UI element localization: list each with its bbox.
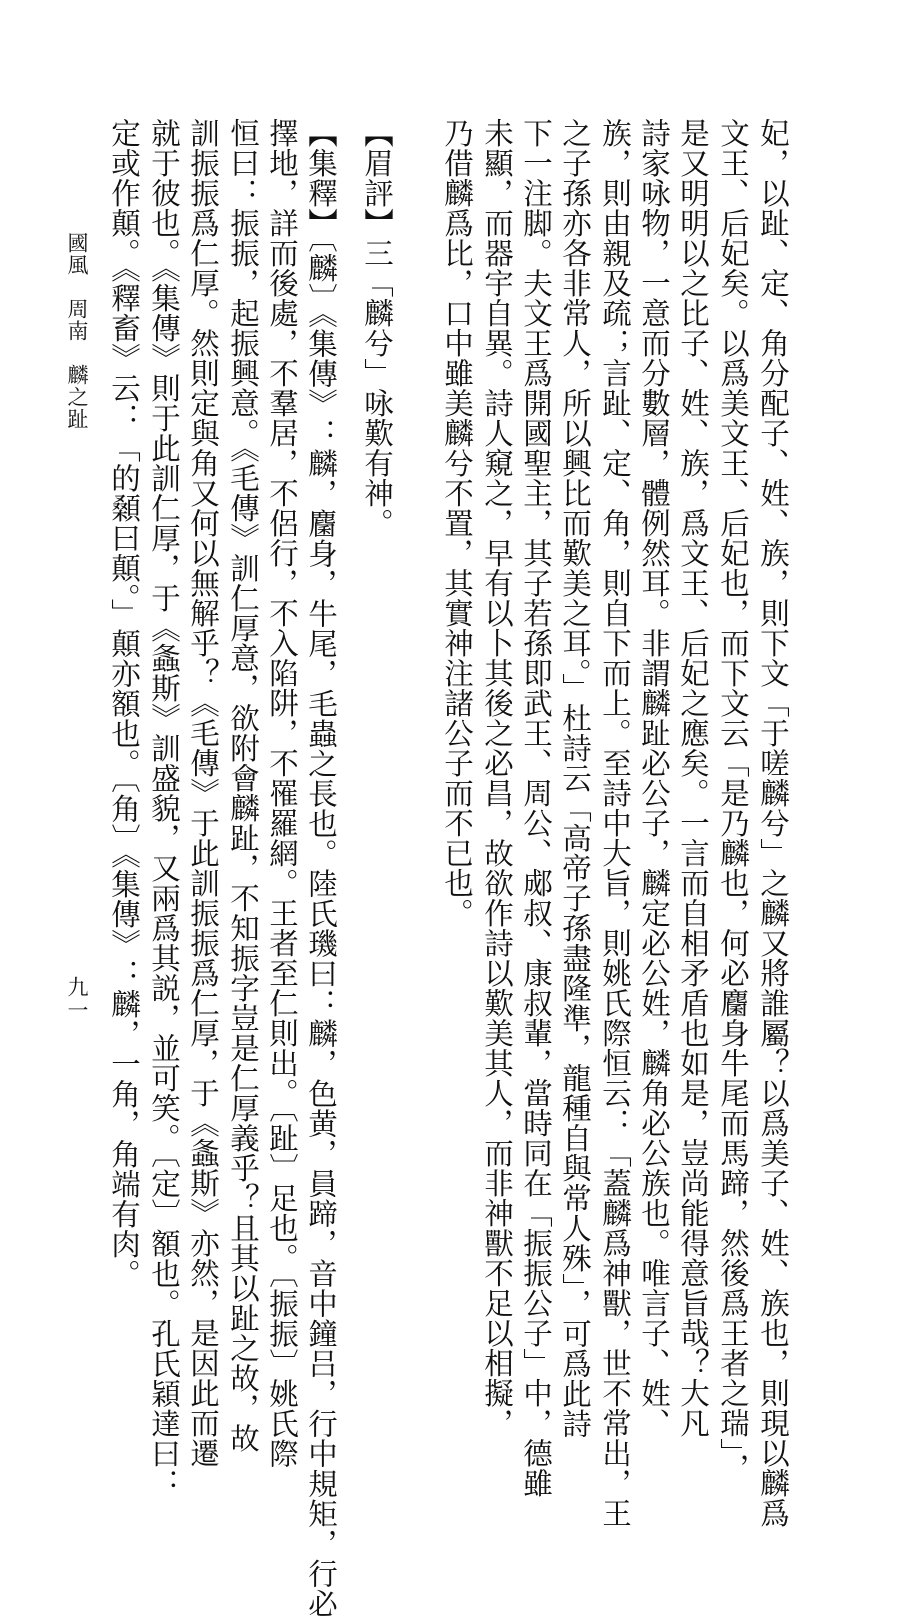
page-number: 九一 [65, 976, 89, 1022]
text-column: 之子孫亦各非常人，所以興比而歎美之耳。」杜詩云「高帝子孫盡隆準，龍種自與常人殊」，可爲此詩 [558, 118, 592, 1439]
commentary-column: 就于彼也。《集傳》則于此訓仁厚，于《螽斯》訓盛貌，又兩爲其説，並可笑。〔定〕額也。孔氏穎達曰： [147, 118, 181, 1499]
text-column: 妃，以趾、定、角分配子、姓、族，則下文「于嗟麟兮」之麟又將誰屬？以爲美子、姓、族也，則現以麟爲 [756, 118, 790, 1528]
text-column: 下一注脚。夫文王爲開國聖主，其子若孫即武王、周公、郕叔、康叔輩，當時同在「振振公子」中，德雖 [519, 118, 553, 1498]
commentary-column: 擇地，詳而後處，不羣居，不侶行，不入陷阱，不罹羅網。王者至仁則出。〔趾〕足也。〔振振〕姚氏際 [265, 118, 299, 1469]
commentary-column: 訓振振爲仁厚。然則定與角又何以無解乎？《毛傳》于此訓振振爲仁厚，于《螽斯》亦然，是因此而遷 [186, 118, 220, 1468]
text-column: 詩家咏物，一意而分數層，體例然耳。非謂麟趾必公子，麟定必公姓，麟角必公族也。唯言子、姓、 [637, 118, 671, 1438]
text-column: 族，則由親及疏；言趾、定、角，則自下而上。至詩中大旨，則姚氏際恒云：「蓋麟爲神獸，世不常出，王 [598, 118, 632, 1528]
running-head: 國風 周南 麟之趾 [65, 232, 89, 430]
text-column: 是又明明以之比子、姓、族，爲文王、后妃之應矣。一言而自相矛盾也如是，豈尚能得意旨哉？大凡 [676, 118, 710, 1438]
text-column: 文王、后妃矣。以爲美文王、后妃也，而下文云「是乃麟也，何必麕身牛尾而馬蹄，然後爲王者之瑞」， [716, 118, 750, 1484]
commentary-column: 【集釋】〔麟〕《集傳》：麟，麕身，牛尾，毛蟲之長也。陸氏璣曰：麟，色黄，員蹄，音中鐘吕，行中規矩，行必 [304, 118, 338, 1619]
text-column: 未顯，而器宇自異。詩人窺之，早有以卜其後之必昌，故欲作詩以歎美其人，而非神獸不足以相擬， [480, 118, 514, 1438]
commentary-column: 定或作顛。《釋畜》云：「的顙曰顛。」顛亦額也。〔角〕《集傳》：麟，一角，角端有肉。 [107, 118, 141, 1289]
text-column: 乃借麟爲比，口中雖美麟兮不置，其實神注諸公子而不已也。 [440, 118, 474, 928]
commentary-column: 恒曰：振振，起振興意。《毛傳》訓仁厚意，欲附會麟趾，不知振字豈是仁厚義乎？且其以趾之故，故 [226, 118, 260, 1454]
note-column: 【眉評】三「麟兮」咏歎有神。 [360, 118, 394, 538]
